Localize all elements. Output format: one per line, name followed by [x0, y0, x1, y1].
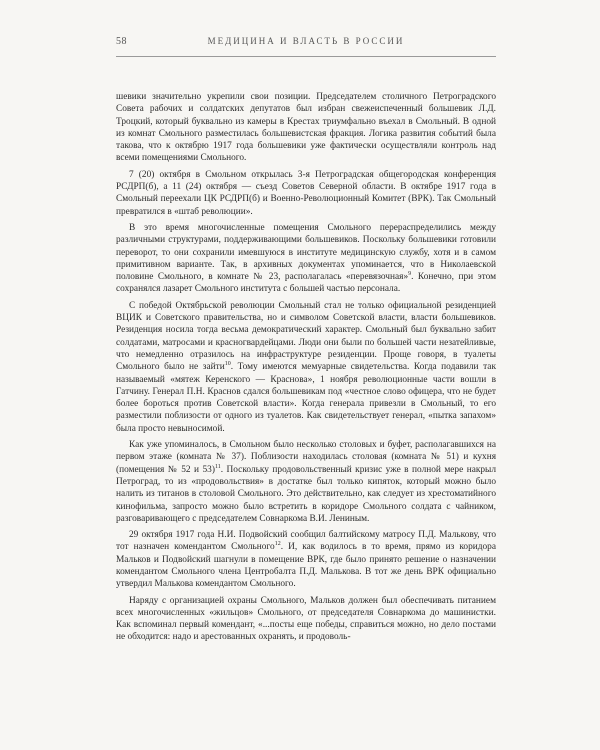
footnote-ref[interactable]: 9: [408, 271, 412, 278]
footnote-ref[interactable]: 10: [224, 361, 231, 368]
header-rule: [116, 56, 496, 57]
paragraph: 29 октября 1917 года Н.И. Подвойский сообщил балтийскому матросу П.Д. Малькову, что тот назначен комендантом Смольного$^{12}$. И, как водилось в то время, прямо из коридора Мальков и Подвойский шагнули в помещение ВРК, где было принято решение о назначении комендантом Смольного члена Центробалта П.Д. Малькова. В тот же день ВРК официально утвердил Малькова комендантом Смольного.: [116, 530, 496, 590]
footnote-ref[interactable]: 11: [214, 463, 221, 470]
paragraph: 7 (20) октября в Смольном открылась 3-я Петроградская общегородская конференция РСДРП(б), а 11 (24) октября — съезд Советов Северной области. В октябре 1917 года в Смольный переехали ЦК РСДРП(б) и Военно-Революционный Комитет (ВРК). Так Смольный превратился в «штаб революции».: [116, 169, 496, 217]
paragraph: Наряду с организацией охраны Смольного, Мальков должен был обеспечивать питанием всех многочисленных «жильцов» Смольного, от председателя Совнаркома до машинистки. Как вспоминал первый комендант, «...посты еще победы, справиться можно, но дело постами не обходится: надо и арестованных охранять, и продоволь-: [116, 595, 496, 643]
running-title: МЕДИЦИНА И ВЛАСТЬ В РОССИИ: [207, 36, 405, 46]
paragraph: С победой Октябрьской революции Смольный стал не только официальной резиденцией ВЦИК и Советского правительства, но и символом Советской власти, власти большевиков. Резиденция носила тогда весьма демократический характер. Смольный был буквально забит солдатами, матросами и красногвардейцами. Люди они были по большей части незатейливые, что немедленно отразилось на инфраструктуре резиденции. Проще говоря, в туалеты Смольного было не зайти$^{10}$. Тому имеются мемуарные свидетельства. Когда подавили так называемый «мятеж Керенского — Краснова», 1 ноября революционные части вошли в Гатчину. Генерал П.Н. Краснов сдался большевикам под «честное слово офицера, что не будет более бороться против Советской власти». Когда генерала привезли в Смольный, то его разместили поблизости от одного из туалетов. Как свидетельствует генерал, «пытка запахом» была просто невыносимой.: [116, 300, 496, 434]
paragraph: Как уже упоминалось, в Смольном было несколько столовых и буфет, располагавшихся на первом этаже (комната № 37). Поблизости находилась столовая (комната № 51) и кухня (помещения № 52 и 53)$^{11}$. Поскольку продовольственный кризис уже в полной мере накрыл Петроград, то из «продовольствия» в достатке был только кипяток, который можно было налить из титанов в столовой Смольного. Это действительно, как следует из хрестоматийного кинофильма, запросто можно было встретить в коридоре Смольного солдата с чайником, разговаривающего с председателем Совнаркома В.И. Лениным.: [116, 440, 496, 524]
paragraph: шевики значительно укрепили свои позиции. Председателем столичного Петроградского Совета рабочих и солдатских депутатов был избран свежеиспеченный большевик Л.Д. Троцкий, который буквально из камеры в Крестах триумфально въехал в Смольный. В одной из комнат Смольного разместилась большевистская фракция. Логика развития событий была такова, что к октябрю 1917 года большевики уже фактически осуществляли контроль над всеми помещениями Смольного.: [116, 92, 496, 164]
paragraph: В это время многочисленные помещения Смольного перераспределились между различными структурами, поддерживающими большевиков. Поскольку большевики готовили переворот, то они сохранили имевшуюся в институте медицинскую службу, хотя и в самом примитивном варианте. Так, в архивных документах упоминается, что в Николаевской половине Смольного, в комнате № 23, располагалась «перевязочная»$^9$. Конечно, при этом сохранялся лазарет Смольного института с большей частью персонала.: [116, 222, 496, 295]
body-text: [116, 91, 496, 648]
page-header: [116, 36, 496, 52]
page-number: 58: [116, 36, 127, 47]
footnote-ref[interactable]: 12: [274, 541, 281, 548]
